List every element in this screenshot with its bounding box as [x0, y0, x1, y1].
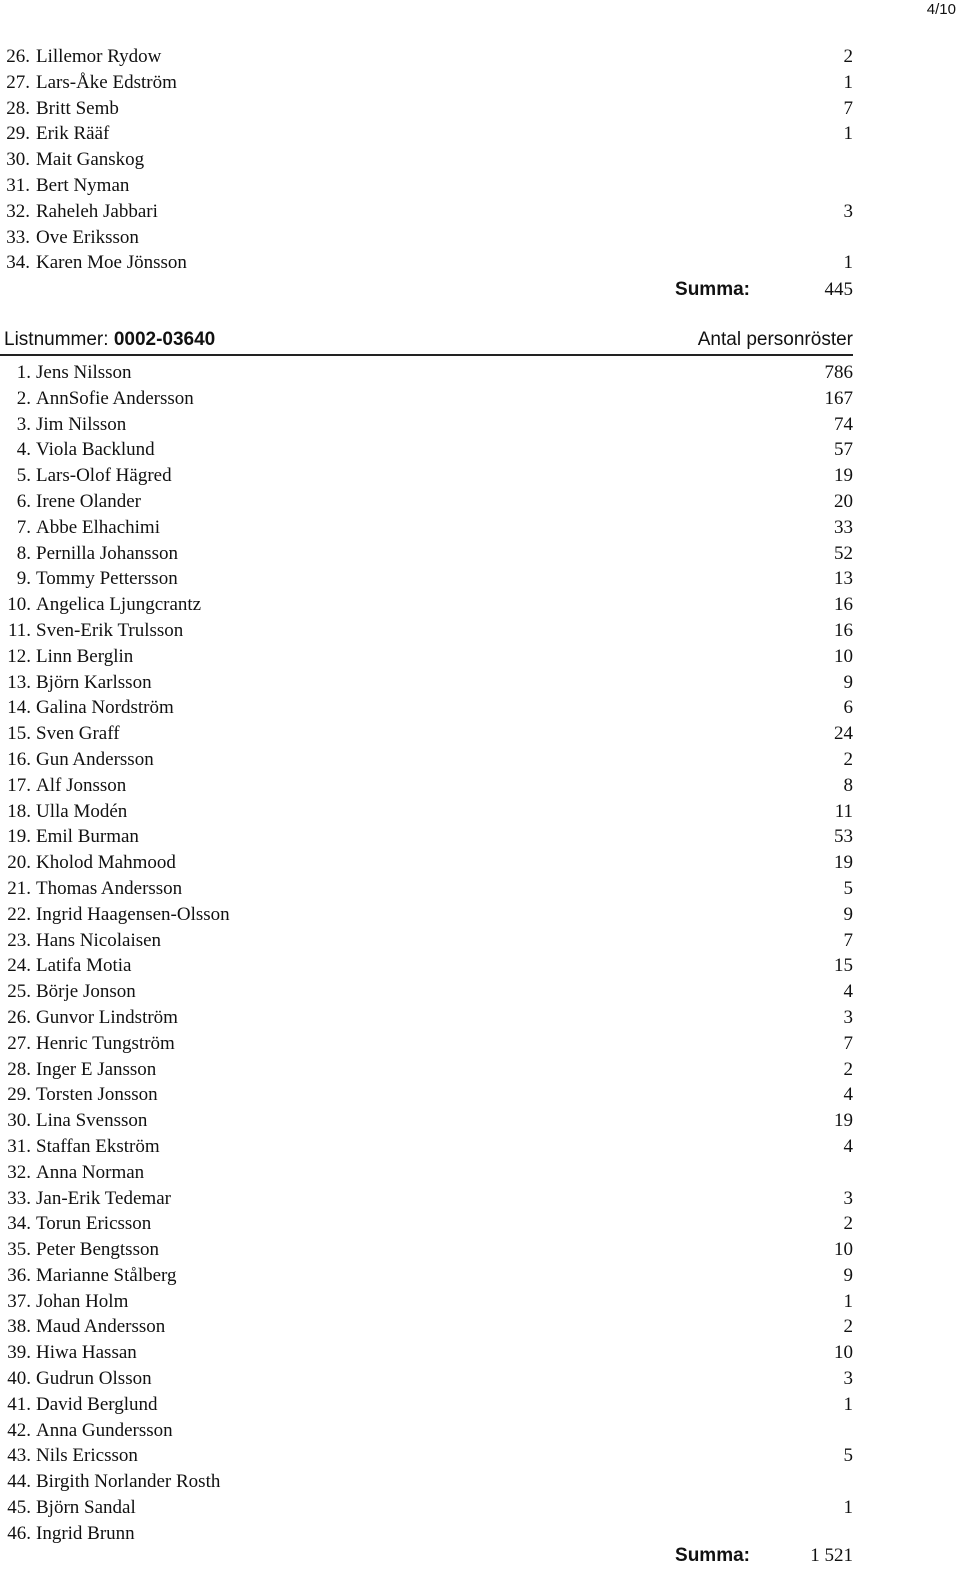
- candidate-votes: 5: [843, 1445, 853, 1467]
- candidate-row: [0, 515, 960, 541]
- candidate-name: Britt Semb: [36, 97, 119, 119]
- candidate-row: [0, 1237, 960, 1263]
- candidate-name: AnnSofie Andersson: [36, 387, 194, 409]
- candidate-number: 7.: [16, 516, 31, 538]
- candidate-row: [0, 566, 960, 592]
- candidate-votes: 33: [834, 516, 853, 538]
- candidate-row: [0, 1082, 960, 1108]
- candidate-votes: 1: [843, 1497, 853, 1519]
- candidate-name: Jens Nilsson: [36, 362, 132, 383]
- candidate-name: Hans Nicolaisen: [36, 929, 162, 951]
- candidate-votes: 9: [843, 671, 853, 693]
- list-number-label: [4, 326, 215, 354]
- candidate-name: Birgith Norlander Rosth: [36, 1471, 221, 1493]
- candidate-number: 45.: [7, 1497, 31, 1519]
- candidate-number: 28.: [7, 1058, 31, 1080]
- candidate-votes: 52: [834, 542, 853, 564]
- candidate-name: Hiwa Hassan: [36, 1342, 137, 1364]
- candidate-row: [0, 928, 960, 954]
- candidate-row: [0, 670, 960, 696]
- candidate-number: 13.: [7, 671, 31, 693]
- candidate-name: Henric Tungström: [36, 1032, 175, 1054]
- candidate-number: 34.: [6, 252, 30, 274]
- summa-value: 1 521: [810, 1545, 853, 1566]
- candidate-row: [0, 902, 960, 928]
- candidate-number: 3.: [16, 413, 31, 435]
- candidate-votes: 15: [834, 955, 853, 977]
- candidate-row: [0, 173, 960, 199]
- candidate-number: 27.: [6, 71, 30, 93]
- candidate-votes: 5: [843, 877, 853, 899]
- candidate-name: Jan-Erik Tedemar: [36, 1187, 171, 1209]
- candidate-row: [0, 463, 960, 489]
- candidate-number: 2.: [16, 387, 31, 409]
- candidate-row: [0, 1134, 960, 1160]
- summa-label: Summa:: [675, 279, 750, 300]
- candidate-row: [0, 876, 960, 902]
- candidate-name: Gun Andersson: [36, 748, 154, 770]
- candidate-row: [0, 147, 960, 173]
- candidate-number: 38.: [7, 1316, 31, 1338]
- candidate-row: [0, 1108, 960, 1134]
- summa-row-list-2: [0, 1543, 960, 1569]
- candidate-name: Alf Jonsson: [36, 774, 127, 796]
- candidate-name: Bert Nyman: [36, 174, 130, 196]
- candidate-row: [0, 1366, 960, 1392]
- candidate-votes: 16: [834, 594, 853, 616]
- candidate-number: 22.: [7, 903, 31, 925]
- candidate-row: [0, 360, 960, 386]
- candidate-number: 43.: [7, 1445, 31, 1467]
- candidate-row: [0, 747, 960, 773]
- candidate-row: [0, 44, 960, 70]
- candidate-name: Marianne Stålberg: [36, 1264, 177, 1286]
- candidate-row: [0, 121, 960, 147]
- candidate-votes: 10: [834, 1342, 853, 1364]
- candidate-number: 23.: [7, 929, 31, 951]
- candidate-name: Erik Rääf: [36, 123, 110, 145]
- candidate-votes: 24: [834, 723, 853, 745]
- candidate-name: Latifa Motia: [36, 955, 132, 977]
- candidate-name: Pernilla Johansson: [36, 542, 178, 564]
- candidate-votes: 7: [843, 1032, 853, 1054]
- list-number: 0002-03640: [113, 329, 216, 350]
- candidate-votes: 7: [843, 929, 853, 951]
- candidate-name: Lina Svensson: [36, 1110, 148, 1132]
- candidate-number: 33.: [6, 226, 30, 248]
- candidate-name: Angelica Ljungcrantz: [36, 594, 202, 616]
- candidate-number: 36.: [7, 1264, 31, 1286]
- candidate-row: [0, 592, 960, 618]
- candidate-votes: 1: [843, 1393, 853, 1415]
- candidate-name: Staffan Ekström: [36, 1135, 160, 1157]
- candidate-number: 26.: [7, 1006, 31, 1028]
- candidate-name: Galina Nordström: [36, 697, 174, 719]
- candidate-name: Anna Norman: [36, 1161, 145, 1183]
- candidate-number: 18.: [7, 800, 31, 822]
- candidate-votes: 13: [834, 568, 853, 590]
- candidate-row: [0, 850, 960, 876]
- column-header-votes: Antal personröster: [697, 329, 853, 350]
- candidate-name: Jim Nilsson: [36, 413, 127, 435]
- candidate-number: 1.: [16, 362, 31, 383]
- candidate-votes: 16: [834, 619, 853, 641]
- candidate-name: Börje Jonson: [36, 981, 136, 1003]
- candidate-number: 42.: [7, 1419, 31, 1441]
- candidate-name: Irene Olander: [36, 490, 141, 512]
- candidate-name: Björn Karlsson: [36, 671, 152, 693]
- summa-label: Summa:: [675, 1545, 750, 1566]
- candidate-number: 37.: [7, 1290, 31, 1312]
- candidate-number: 19.: [7, 826, 31, 848]
- candidate-row: [0, 1263, 960, 1289]
- candidate-number: 25.: [7, 981, 31, 1003]
- candidate-name: Lars-Åke Edström: [36, 71, 177, 93]
- candidate-votes: 3: [843, 200, 853, 222]
- candidate-name: Inger E Jansson: [36, 1058, 157, 1080]
- candidate-name: Sven Graff: [36, 723, 120, 745]
- candidate-votes: 9: [843, 1264, 853, 1286]
- candidate-number: 31.: [6, 174, 30, 196]
- candidate-votes: 167: [824, 387, 853, 409]
- candidate-votes: 10: [834, 1239, 853, 1261]
- candidate-row: [0, 541, 960, 567]
- list-number-caption: Listnummer:: [4, 329, 109, 350]
- candidate-number: 11.: [7, 619, 31, 641]
- candidate-votes: 1: [843, 252, 853, 274]
- candidate-votes: 2: [843, 1213, 853, 1235]
- candidate-row: [0, 70, 960, 96]
- summa-row-list-1: [0, 277, 960, 303]
- candidate-name: Linn Berglin: [36, 645, 134, 667]
- candidate-name: Anna Gundersson: [36, 1419, 173, 1441]
- candidate-number: 27.: [7, 1032, 31, 1054]
- candidate-number: 9.: [16, 568, 31, 590]
- candidate-number: 32.: [7, 1161, 31, 1183]
- candidate-number: 41.: [7, 1393, 31, 1415]
- candidate-number: 21.: [7, 877, 31, 899]
- candidate-votes: 2: [843, 748, 853, 770]
- candidate-row: [0, 824, 960, 850]
- candidate-name: Ove Eriksson: [36, 226, 139, 248]
- candidate-name: Peter Bengtsson: [36, 1239, 159, 1261]
- candidate-row: [0, 695, 960, 721]
- candidate-name: Abbe Elhachimi: [36, 516, 160, 538]
- candidate-row: [0, 1469, 960, 1495]
- candidate-name: Gudrun Olsson: [36, 1368, 152, 1390]
- candidate-number: 35.: [7, 1239, 31, 1261]
- candidate-votes: 7: [843, 97, 853, 119]
- candidate-number: 6.: [16, 490, 31, 512]
- candidate-row: [0, 386, 960, 412]
- candidate-votes: 4: [843, 981, 853, 1003]
- candidate-number: 29.: [7, 1084, 31, 1106]
- candidate-votes: 3: [843, 1368, 853, 1390]
- candidate-votes: 53: [834, 826, 853, 848]
- candidate-row: [0, 799, 960, 825]
- candidate-name: David Berglund: [36, 1393, 158, 1415]
- candidate-name: Nils Ericsson: [36, 1445, 138, 1467]
- candidate-number: 10.: [7, 594, 31, 616]
- summa-value: 445: [824, 279, 853, 300]
- candidate-name: Björn Sandal: [36, 1497, 136, 1519]
- candidate-votes: 1: [843, 71, 853, 93]
- candidate-number: 15.: [7, 723, 31, 745]
- candidate-row: [0, 1495, 960, 1521]
- candidate-row: [0, 1418, 960, 1444]
- candidate-name: Kholod Mahmood: [36, 852, 176, 874]
- candidate-votes: 57: [834, 439, 853, 461]
- candidate-votes: 11: [834, 800, 853, 822]
- candidate-row: [0, 1314, 960, 1340]
- candidate-name: Torun Ericsson: [36, 1213, 152, 1235]
- candidate-row: [0, 1289, 960, 1315]
- candidate-row: [0, 489, 960, 515]
- candidate-row: [0, 1031, 960, 1057]
- candidate-name: Tommy Pettersson: [36, 568, 178, 590]
- candidate-number: 4.: [16, 439, 31, 461]
- candidate-votes: 20: [834, 490, 853, 512]
- candidate-number: 5.: [16, 465, 31, 487]
- candidate-name: Lillemor Rydow: [36, 46, 162, 67]
- candidate-name: Ulla Modén: [36, 800, 128, 822]
- page-number: 4/10: [926, 1, 956, 18]
- candidate-name: Torsten Jonsson: [36, 1084, 158, 1106]
- candidate-number: 39.: [7, 1342, 31, 1364]
- candidate-number: 32.: [6, 200, 30, 222]
- candidate-number: 30.: [7, 1110, 31, 1132]
- candidate-number: 20.: [7, 852, 31, 874]
- candidate-votes: 4: [843, 1135, 853, 1157]
- candidate-votes: 74: [834, 413, 853, 435]
- candidate-row: [0, 773, 960, 799]
- candidate-votes: 2: [843, 1058, 853, 1080]
- candidate-row: [0, 250, 960, 276]
- candidate-votes: 3: [843, 1006, 853, 1028]
- candidate-votes: 8: [843, 774, 853, 796]
- candidate-name: Thomas Andersson: [36, 877, 183, 899]
- candidate-name: Lars-Olof Hägred: [36, 465, 172, 487]
- candidate-votes: 786: [824, 362, 853, 383]
- candidate-votes: 4: [843, 1084, 853, 1106]
- candidate-number: 24.: [7, 955, 31, 977]
- candidate-row: [0, 618, 960, 644]
- candidate-votes: 1: [843, 1290, 853, 1312]
- candidate-name: Emil Burman: [36, 826, 139, 848]
- candidate-name: Maud Andersson: [36, 1316, 166, 1338]
- candidate-list-2: [0, 360, 960, 1547]
- candidate-name: Gunvor Lindström: [36, 1006, 178, 1028]
- candidate-row: [0, 1005, 960, 1031]
- candidate-name: Sven-Erik Trulsson: [36, 619, 184, 641]
- candidate-number: 34.: [7, 1213, 31, 1235]
- candidate-row: [0, 1443, 960, 1469]
- candidate-row: [0, 1340, 960, 1366]
- candidate-number: 28.: [6, 97, 30, 119]
- candidate-name: Ingrid Haagensen-Olsson: [36, 903, 230, 925]
- candidate-row: [0, 644, 960, 670]
- candidate-row: [0, 1211, 960, 1237]
- candidate-name: Johan Holm: [36, 1290, 129, 1312]
- candidate-number: 12.: [7, 645, 31, 667]
- candidate-row: [0, 979, 960, 1005]
- candidate-votes: 3: [843, 1187, 853, 1209]
- candidate-votes: 19: [834, 852, 853, 874]
- candidate-votes: 2: [843, 1316, 853, 1338]
- candidate-name: Mait Ganskog: [36, 149, 145, 171]
- candidate-votes: 19: [834, 1110, 853, 1132]
- candidate-number: 14.: [7, 697, 31, 719]
- candidate-number: 8.: [16, 542, 31, 564]
- candidate-number: 46.: [7, 1522, 31, 1544]
- candidate-number: 30.: [6, 149, 30, 171]
- candidate-votes: 19: [834, 465, 853, 487]
- candidate-votes: 9: [843, 903, 853, 925]
- candidate-row: [0, 1186, 960, 1212]
- candidate-votes: 10: [834, 645, 853, 667]
- candidate-row: [0, 96, 960, 122]
- candidate-number: 40.: [7, 1368, 31, 1390]
- candidate-number: 17.: [7, 774, 31, 796]
- candidate-number: 29.: [6, 123, 30, 145]
- candidate-row: [0, 1160, 960, 1186]
- candidate-row: [0, 437, 960, 463]
- candidate-row: [0, 225, 960, 251]
- candidate-list-1: [0, 44, 960, 276]
- candidate-number: 16.: [7, 748, 31, 770]
- list-header: [0, 326, 853, 356]
- candidate-row: [0, 953, 960, 979]
- candidate-votes: 2: [843, 46, 853, 67]
- candidate-row: [0, 412, 960, 438]
- candidate-number: 31.: [7, 1135, 31, 1157]
- candidate-row: [0, 199, 960, 225]
- candidate-number: 44.: [7, 1471, 31, 1493]
- candidate-votes: 1: [843, 123, 853, 145]
- candidate-row: [0, 1392, 960, 1418]
- candidate-row: [0, 1057, 960, 1083]
- candidate-name: Karen Moe Jönsson: [36, 252, 187, 274]
- candidate-name: Viola Backlund: [36, 439, 155, 461]
- candidate-name: Raheleh Jabbari: [36, 200, 158, 222]
- candidate-number: 26.: [6, 46, 30, 67]
- candidate-number: 33.: [7, 1187, 31, 1209]
- candidate-votes: 6: [843, 697, 853, 719]
- candidate-name: Ingrid Brunn: [36, 1522, 135, 1544]
- candidate-row: [0, 721, 960, 747]
